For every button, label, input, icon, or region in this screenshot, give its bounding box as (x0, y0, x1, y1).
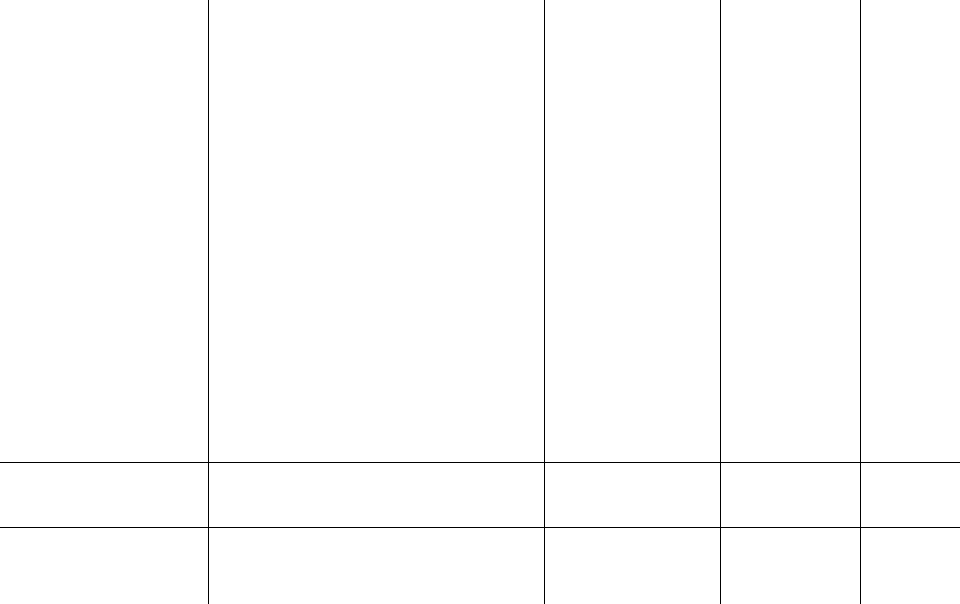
header-top-rule (0, 462, 960, 463)
col-divider (720, 0, 721, 604)
header-bottom-rule (0, 527, 960, 528)
col-divider (860, 0, 861, 604)
col-divider (544, 0, 545, 604)
col-divider (208, 0, 209, 604)
